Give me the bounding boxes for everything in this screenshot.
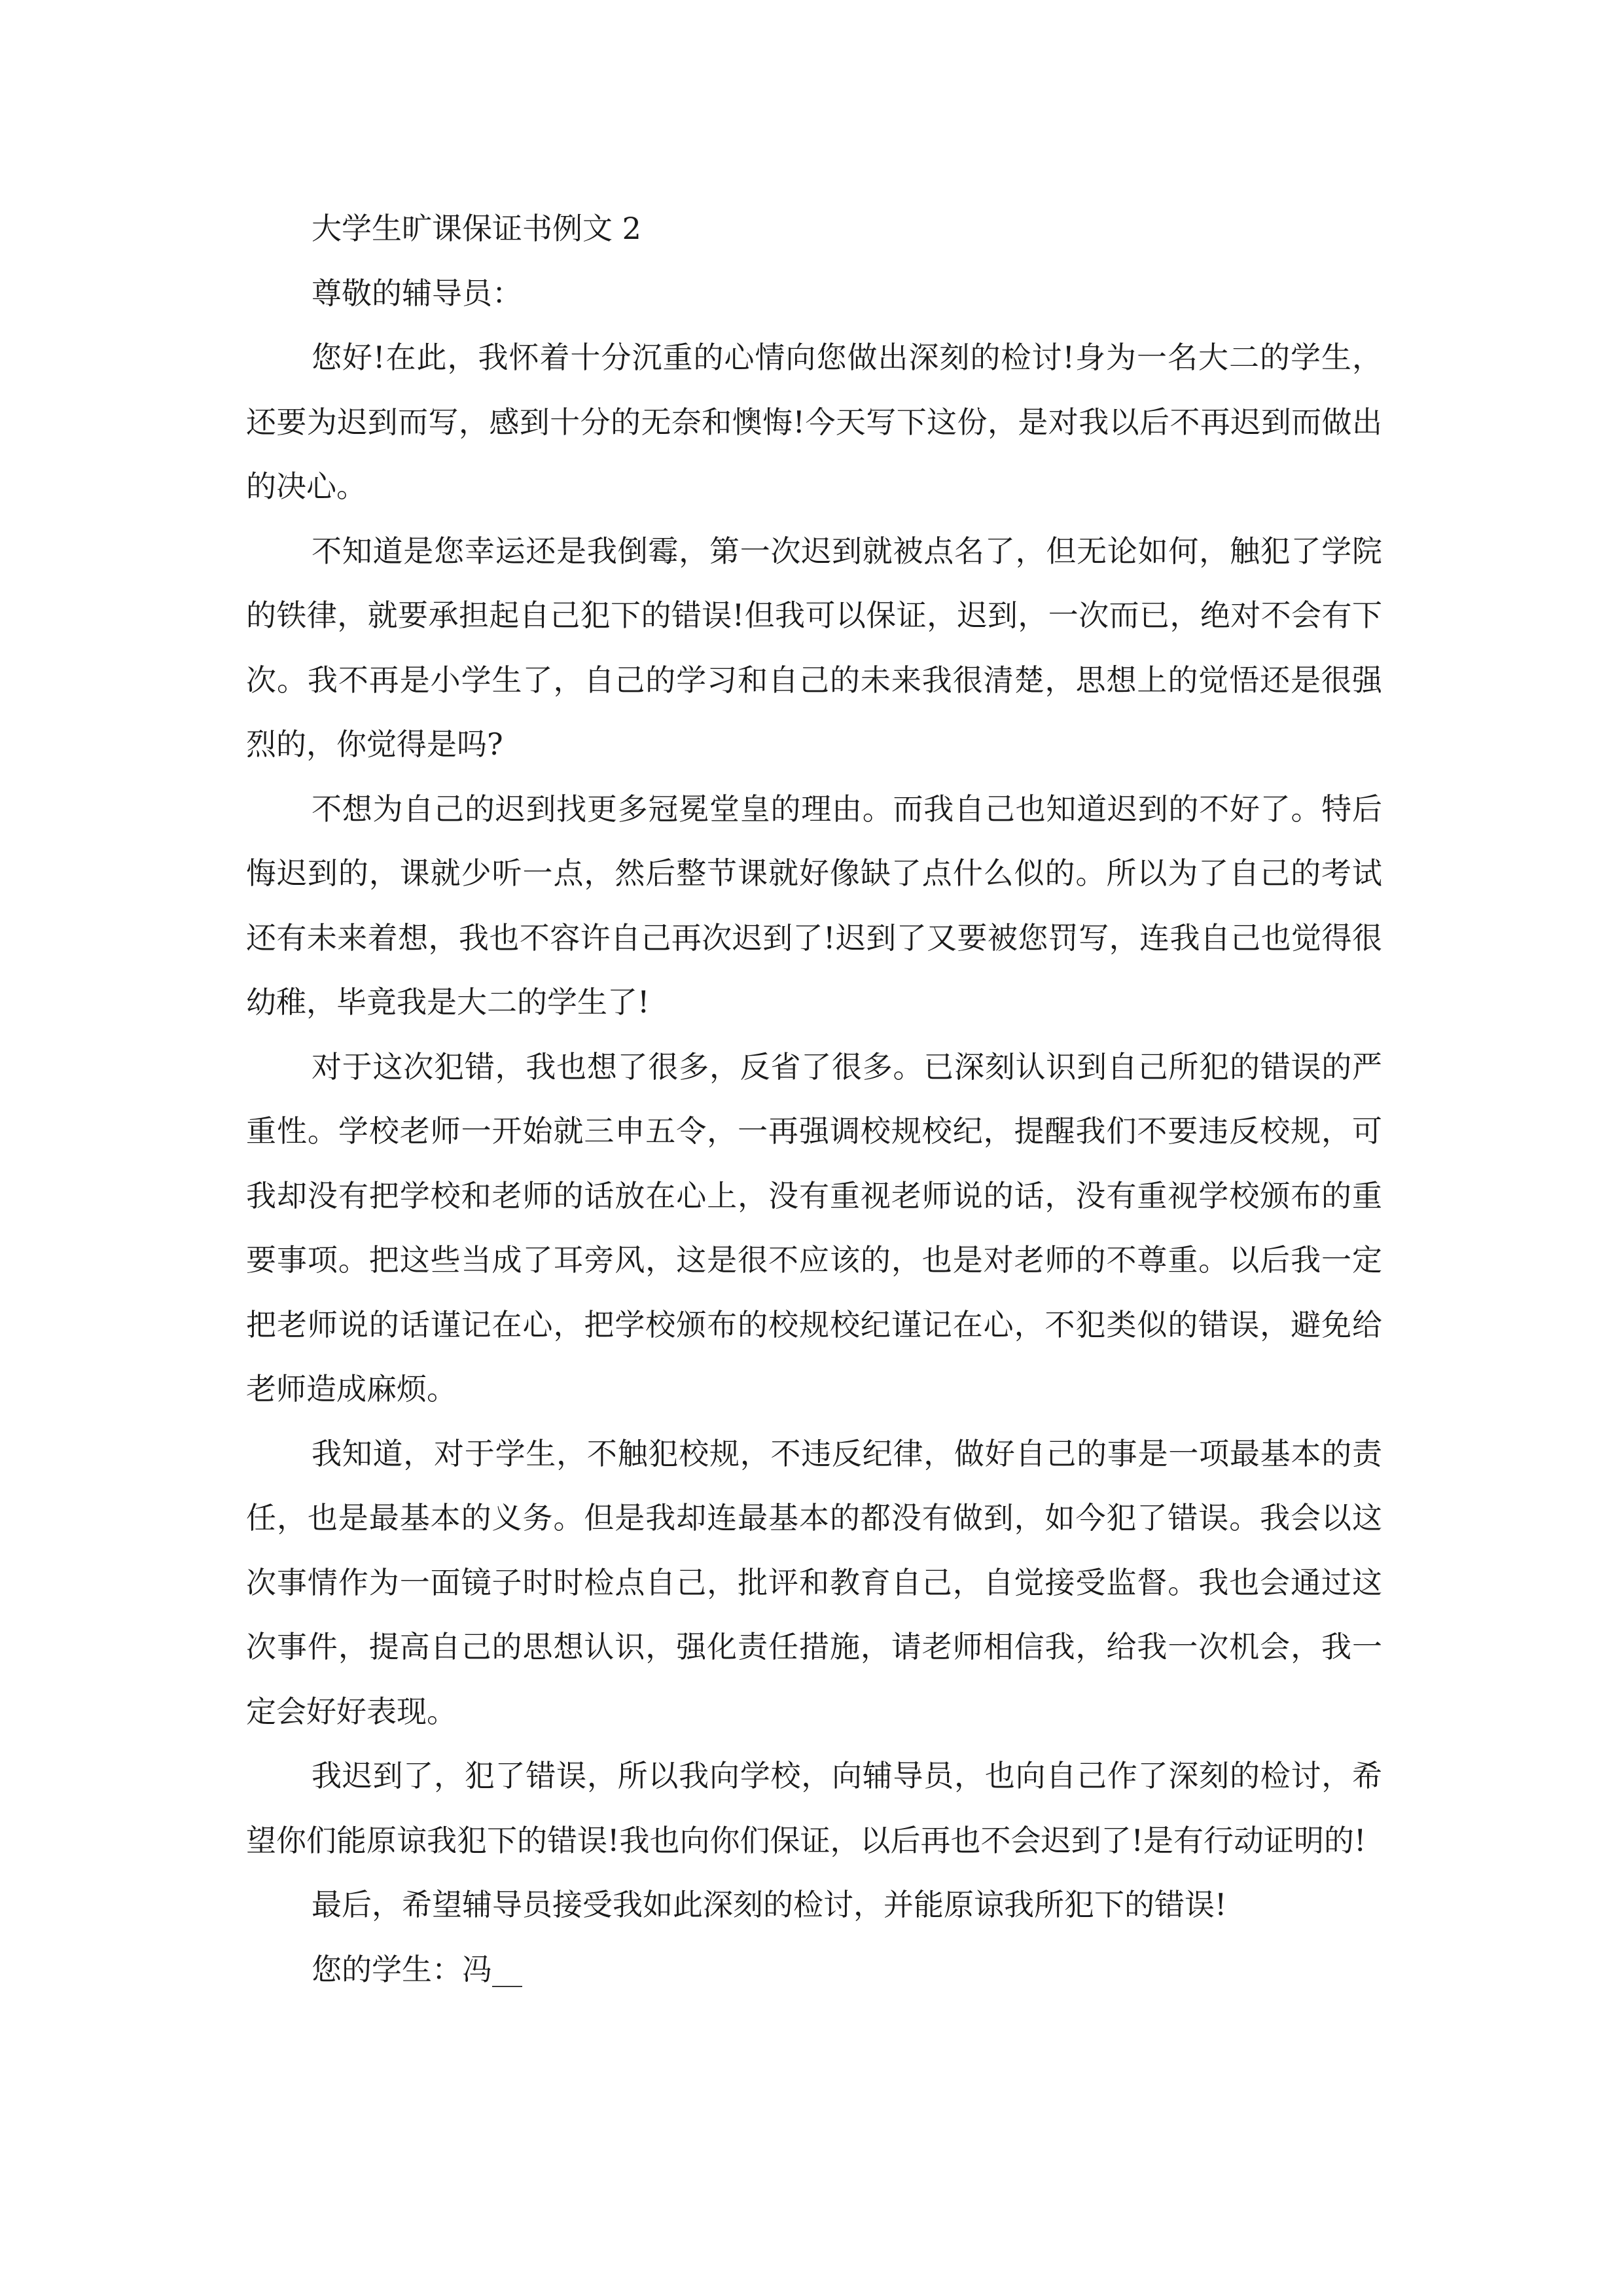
body-paragraph: 您好!在此，我怀着十分沉重的心情向您做出深刻的检讨!身为一名大二的学生，还要为迟到而写，感到十分的无奈和懊悔!今天写下这份，是对我以后不再迟到而做出的决心。 xyxy=(246,340,1382,504)
closing-paragraph: 最后，希望辅导员接受我如此深刻的检讨，并能原谅我所犯下的错误! xyxy=(312,1887,1227,1922)
body-paragraph: 对于这次犯错，我也想了很多，反省了很多。已深刻认识到自己所犯的错误的严重性。学校老师一开始就三申五令，一再强调校规校纪，提醒我们不要违反校规，可我却没有把学校和老师的话放在心上，没有重视老师说的话，没有重视学校颁布的重要事项。把这些当成了耳旁风，这是很不应该的，也是对老师的不尊重。以后我一定把老师说的话谨记在心，把学校颁布的校规校纪谨记在心，不犯类似的错误，避免给老师造成麻烦。 xyxy=(246,1049,1382,1407)
body-paragraph: 我迟到了，犯了错误，所以我向学校，向辅导员，也向自己作了深刻的检讨，希望你们能原谅我犯下的错误!我也向你们保证，以后再也不会迟到了!是有行动证明的! xyxy=(246,1758,1382,1858)
document-body xyxy=(246,196,1382,2001)
salutation: 尊敬的辅导员： xyxy=(312,275,522,311)
body-paragraph: 不想为自己的迟到找更多冠冕堂皇的理由。而我自己也知道迟到的不好了。特后悔迟到的，课就少听一点，然后整节课就好像缺了点什么似的。所以为了自己的考试还有未来着想，我也不容许自己再次迟到了!迟到了又要被您罚写，连我自己也觉得很幼稚，毕竟我是大二的学生了! xyxy=(246,791,1382,1020)
document-title: 大学生旷课保证书例文 2 xyxy=(312,211,641,246)
signature: 您的学生：冯__ xyxy=(312,1951,522,1987)
body-paragraph: 不知道是您幸运还是我倒霉，第一次迟到就被点名了，但无论如何，触犯了学院的铁律，就要承担起自己犯下的错误!但我可以保证，迟到，一次而已，绝对不会有下次。我不再是小学生了，自己的学习和自己的未来我很清楚，思想上的觉悟还是很强烈的，你觉得是吗? xyxy=(246,533,1382,762)
body-paragraph: 我知道，对于学生，不触犯校规，不违反纪律，做好自己的事是一项最基本的责任，也是最基本的义务。但是我却连最基本的都没有做到，如今犯了错误。我会以这次事情作为一面镜子时时检点自己，批评和教育自己，自觉接受监督。我也会通过这次事件，提高自己的思想认识，强化责任措施，请老师相信我，给我一次机会，我一定会好好表现。 xyxy=(246,1435,1382,1729)
